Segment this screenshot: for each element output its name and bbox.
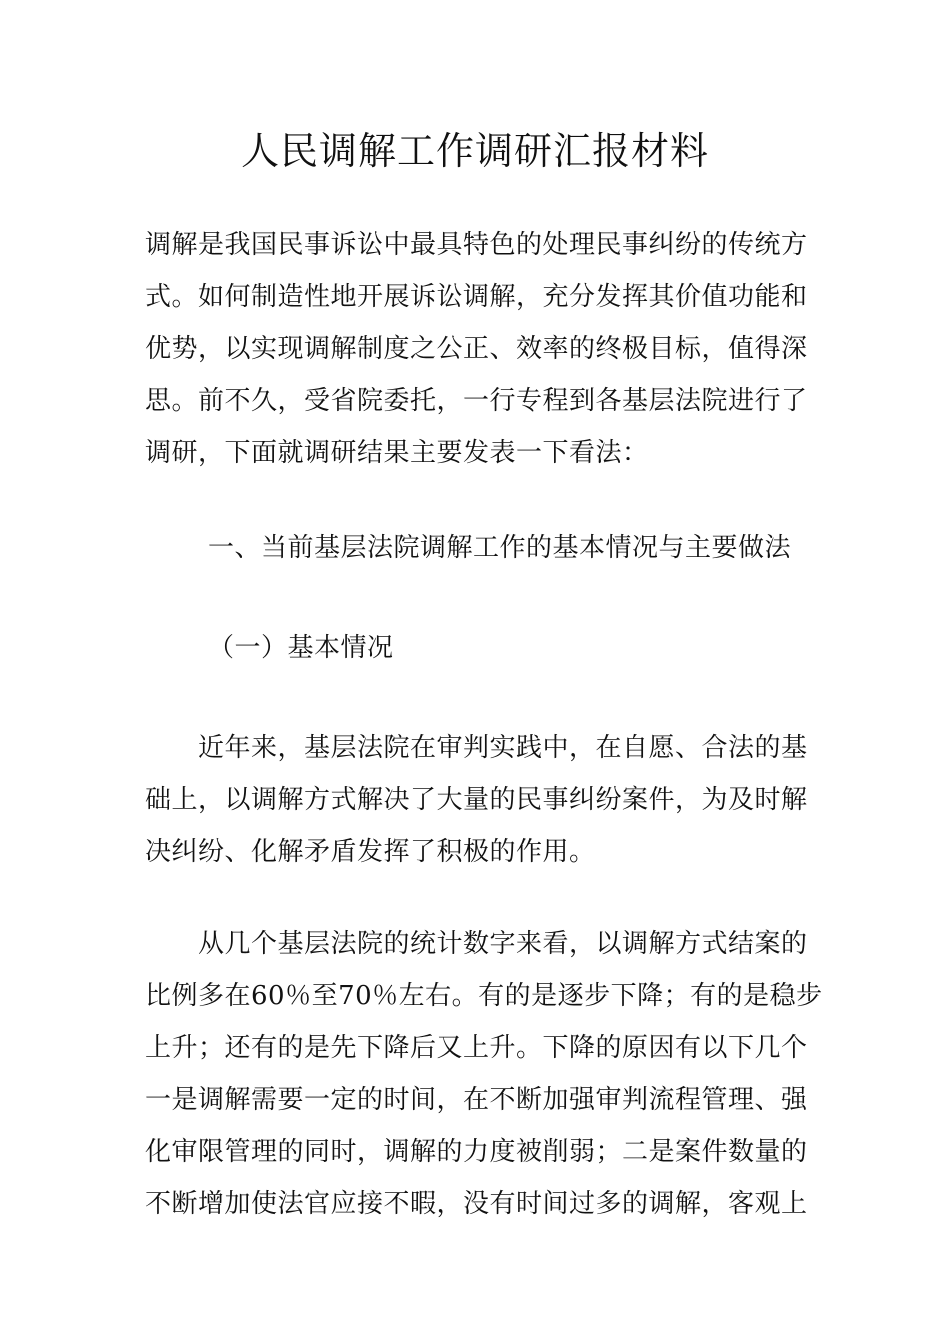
body-paragraph-1: [145, 722, 807, 878]
body-paragraph-2: [145, 918, 823, 1230]
intro-paragraph: [145, 219, 807, 479]
paragraph-line: 从几个基层法院的统计数字来看，以调解方式结案的: [145, 929, 808, 959]
subsection-heading: （一）基本情况: [208, 633, 394, 663]
section-heading: 一、当前基层法院调解工作的基本情况与主要做法: [208, 533, 792, 563]
intro-line: 式。如何制造性地开展诉讼调解，充分发挥其价值功能和: [145, 282, 808, 312]
paragraph-line: 决纠纷、化解矛盾发挥了积极的作用。: [145, 837, 596, 867]
paragraph-line: 不断增加使法官应接不暇，没有时间过多的调解，客观上: [145, 1189, 808, 1219]
intro-line: 调解是我国民事诉讼中最具特色的处理民事纠纷的传统方: [145, 230, 808, 260]
paragraph-line: 近年来，基层法院在审判实践中，在自愿、合法的基: [145, 733, 808, 763]
intro-line: 思。前不久，受省院委托，一行专程到各基层法院进行了: [145, 386, 808, 416]
paragraph-line: 一是调解需要一定的时间，在不断加强审判流程管理、强: [145, 1085, 808, 1115]
document-title: 人民调解工作调研汇报材料: [240, 129, 709, 173]
paragraph-line: 比例多在60％至70％左右。有的是逐步下降；有的是稳步: [145, 981, 823, 1011]
intro-line: 调研，下面就调研结果主要发表一下看法：: [145, 438, 649, 468]
paragraph-line: 上升；还有的是先下降后又上升。下降的原因有以下几个: [145, 1033, 808, 1063]
intro-line: 优势，以实现调解制度之公正、效率的终极目标，值得深: [145, 334, 808, 364]
paragraph-line: 化审限管理的同时，调解的力度被削弱；二是案件数量的: [145, 1137, 808, 1167]
paragraph-line: 础上，以调解方式解决了大量的民事纠纷案件，为及时解: [145, 785, 808, 815]
